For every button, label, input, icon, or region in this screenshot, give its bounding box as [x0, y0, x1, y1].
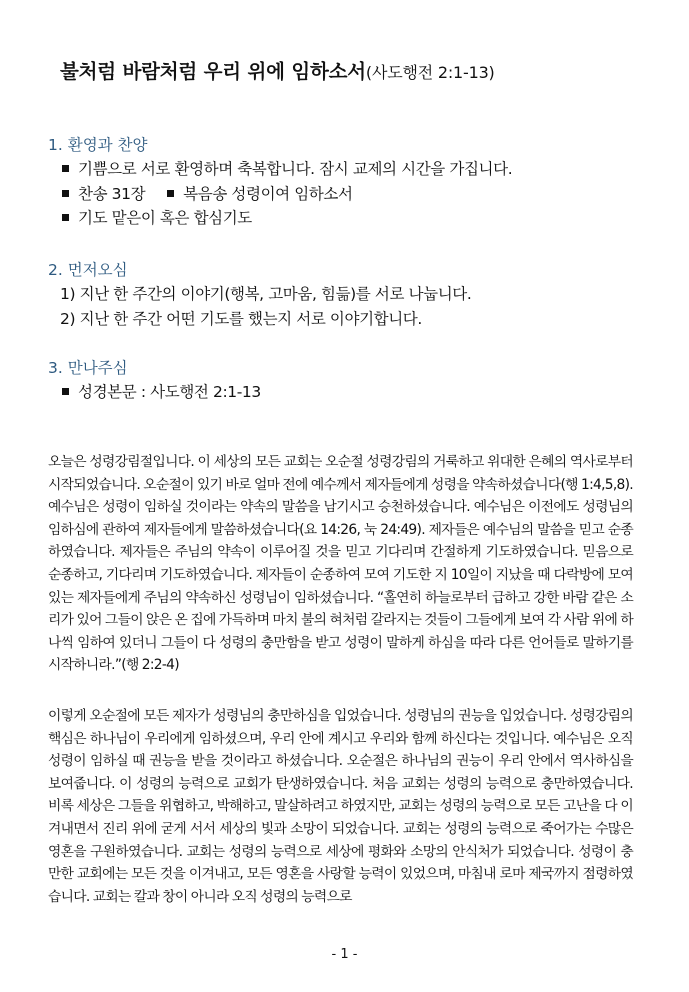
gospel-song-line: 복음송 성령이여 임하소서 — [183, 184, 353, 203]
section-heading: 3. 만나주심 — [48, 359, 128, 377]
list-item — [48, 182, 648, 207]
section-meeting — [48, 356, 648, 405]
list-item: 기쁨으로 서로 환영하며 축복합니다. 잠시 교제의 시간을 가집니다. — [48, 157, 648, 182]
section-welcome — [48, 133, 648, 231]
scripture-line: 성경본문 : 사도행전 2:1-13 — [78, 383, 261, 401]
square-bullet-icon — [167, 190, 174, 197]
square-bullet-icon — [62, 214, 69, 221]
list-item: 1) 지난 한 주간의 이야기(행복, 고마움, 힘듦)를 서로 나눕니다. — [60, 285, 472, 303]
square-bullet-icon — [62, 165, 69, 172]
square-bullet-icon — [62, 190, 69, 197]
list-item: 기도 맡은이 혹은 합심기도 — [48, 206, 648, 231]
title-reference: (사도행전 2:1-13) — [365, 63, 495, 82]
page-title — [60, 56, 495, 84]
section-heading: 2. 먼저오심 — [48, 261, 128, 279]
body-paragraph: 오늘은 성령강림절입니다. 이 세상의 모든 교회는 오순절 성령강림의 거룩하고 위대한 은혜의 역사로부터 시작되었습니다. 오순절이 있기 바로 얼마 전에 예수께서 제자들에게 성령을 약속하셨습니다(행 1:4,5,8). 예수님은 성령이 임하실 것이라는 약속의 말씀을 남기시고 승천하셨습니다. 예수님은 이전에도 성령님의 임하심에 관하여 제자들에게 말씀하셨습니다(요 14:26, 눅 24:49). 제자들은 예수님의 말씀을 믿고 순종하였습니다. 제자들은 주님의 약속이 이루어질 것을 믿고 기다리며 간절하게 기도하였습니다. 믿음으로 순종하고, 기다리며 기도하였습니다. 제자들이 순종하여 모여 기도한 지 10일이 지났을 때 다락방에 모여 있는 제자들에게 주님의 약속하신 성령님이 임하셨습니다. “홀연히 하늘로부터 급하고 강한 바람 같은 소리가 있어 그들이 앉은 온 집에 가득하며 마치 불의 혀처럼 갈라지는 것들이 그들에게 보여 각 사람 위에 하나씩 임하여 있더니 그들이 다 성령의 충만함을 받고 성령이 말하게 하심을 따라 다른 언어들로 말하기를 시작하니라.”(행 2:2-4) — [48, 454, 633, 674]
body-paragraph: 이렇게 오순절에 모든 제자가 성령님의 충만하심을 입었습니다. 성령님의 권능을 입었습니다. 성령강림의 핵심은 하나님이 우리에게 임하셨으며, 우리 안에 계시고 우리와 함께 하신다는 것입니다. 예수님은 오직 성령이 임하실 때 권능을 받을 것이라고 하셨습니다. 오순절은 하나님의 권능이 우리 안에서 역사하심을 보여줍니다. 이 성령의 능력으로 교회가 탄생하였습니다. 처음 교회는 성령의 능력으로 충만하였습니다. 비록 세상은 그들을 위협하고, 박해하고, 말살하려고 하였지만, 교회는 성령의 능력으로 모든 고난을 다 이겨내면서 진리 위에 굳게 서서 세상의 빛과 소망이 되었습니다. 교회는 성령의 능력으로 죽어가는 수많은 영혼을 구원하였습니다. 교회는 성령의 능력으로 세상에 평화와 소망의 안식처가 되었습니다. 성령이 충만한 교회에는 모든 것을 이겨내고, 모든 영혼을 사랑할 능력이 있었으며, 마침내 로마 제국까지 점령하였습니다. 교회는 칼과 창이 아니라 오직 성령의 능력으로 — [48, 708, 633, 905]
section-first-coming — [48, 258, 648, 331]
list-item: 2) 지난 한 주간 어떤 기도를 했는지 서로 이야기합니다. — [60, 309, 422, 328]
list-item — [48, 380, 648, 405]
square-bullet-icon — [62, 388, 69, 395]
title-main: 불처럼 바람처럼 우리 위에 임하소서 — [60, 60, 366, 83]
section-heading: 1. 환영과 찬양 — [48, 136, 148, 154]
page-number: - 1 - — [331, 947, 358, 962]
hymn-line: 찬송 31장 — [78, 184, 146, 203]
